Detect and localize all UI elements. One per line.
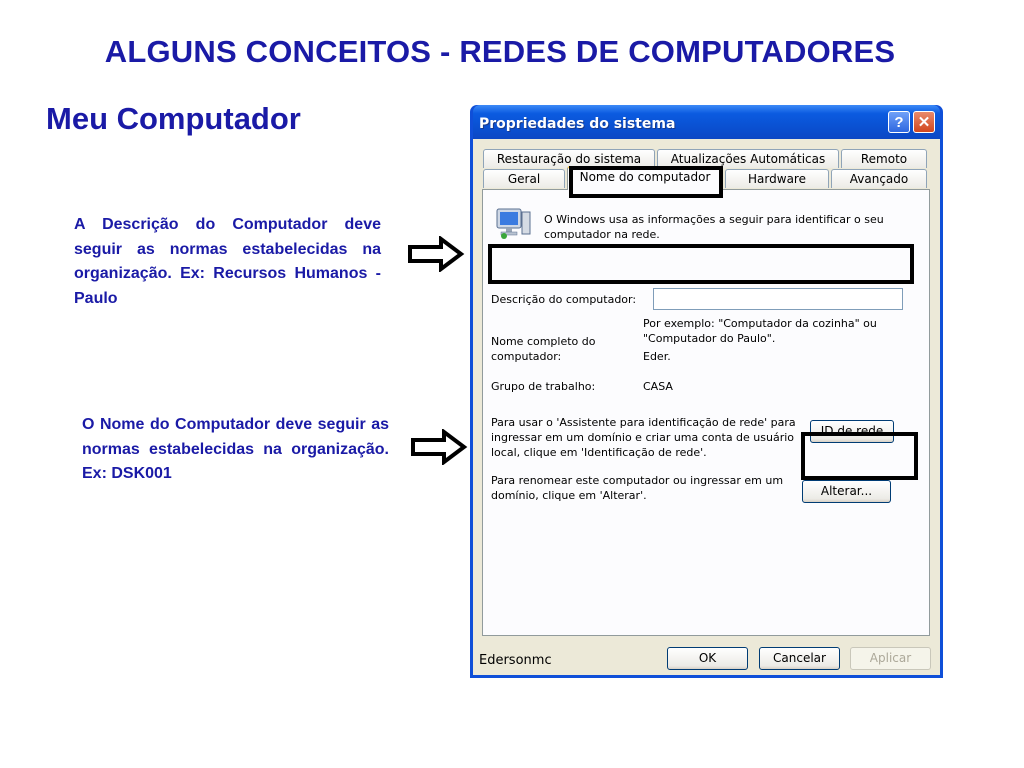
- slide-title: ALGUNS CONCEITOS - REDES DE COMPUTADORES: [104, 34, 896, 69]
- highlight-tab-box: [569, 166, 723, 198]
- arrow-right-icon: [410, 429, 468, 465]
- note-computer-name: O Nome do Computador deve seguir as normas estabelecidas na organização. Ex: DSK001: [82, 416, 389, 482]
- help-icon[interactable]: ?: [888, 111, 910, 133]
- full-name-label: Nome completo do computador:: [491, 335, 596, 363]
- apply-button[interactable]: Aplicar: [850, 647, 931, 670]
- highlight-description-box: [488, 244, 914, 284]
- tab-geral[interactable]: Geral: [483, 169, 565, 188]
- description-input[interactable]: [653, 288, 903, 310]
- highlight-change-box: [801, 432, 918, 480]
- computer-icon: [495, 206, 533, 240]
- tab-restauracao[interactable]: Restauração do sistema: [483, 149, 655, 168]
- close-icon[interactable]: ✕: [913, 111, 935, 133]
- tab-atualizacoes[interactable]: Atualizações Automáticas: [657, 149, 839, 168]
- tab-avancado[interactable]: Avançado: [831, 169, 927, 188]
- tab-nome-do-computador[interactable]: Nome do computador: [567, 166, 723, 190]
- tab-remoto[interactable]: Remoto: [841, 149, 927, 168]
- rename-text: Para renomear este computador ou ingressar em um domínio, clique em 'Alterar'.: [491, 474, 784, 502]
- intro-text: O Windows usa as informações a seguir para identificar o seu computador na rede.: [544, 213, 884, 241]
- tab-hardware[interactable]: Hardware: [725, 169, 829, 188]
- dialog-client: [473, 139, 940, 675]
- workgroup-value: CASA: [643, 380, 673, 393]
- network-id-text: Para usar o 'Assistente para identificação de rede' para ingressar em um domínio e criar uma conta de usuário local, clique em 'Identificação de rede'.: [491, 416, 796, 459]
- arrow-right-icon: [407, 236, 465, 272]
- slide-subtitle: Meu Computador: [46, 101, 301, 136]
- full-name-value: Eder.: [643, 350, 671, 363]
- note-description: A Descrição do Computador deve seguir as normas estabelecidas na organização. Ex: Recursos Humanos - Paulo: [74, 216, 381, 307]
- window-title: Propriedades do sistema: [479, 116, 676, 132]
- title-bar[interactable]: [473, 105, 940, 139]
- ok-button[interactable]: OK: [667, 647, 748, 670]
- footer-user: Edersonmc: [479, 653, 552, 668]
- workgroup-label: Grupo de trabalho:: [491, 380, 596, 393]
- description-label: Descrição do computador:: [491, 293, 637, 306]
- change-button[interactable]: Alterar...: [802, 480, 891, 503]
- network-id-button[interactable]: ID de rede: [810, 420, 894, 443]
- cancel-button[interactable]: Cancelar: [759, 647, 840, 670]
- example-text: Por exemplo: "Computador da cozinha" ou "Computador do Paulo".: [643, 317, 877, 345]
